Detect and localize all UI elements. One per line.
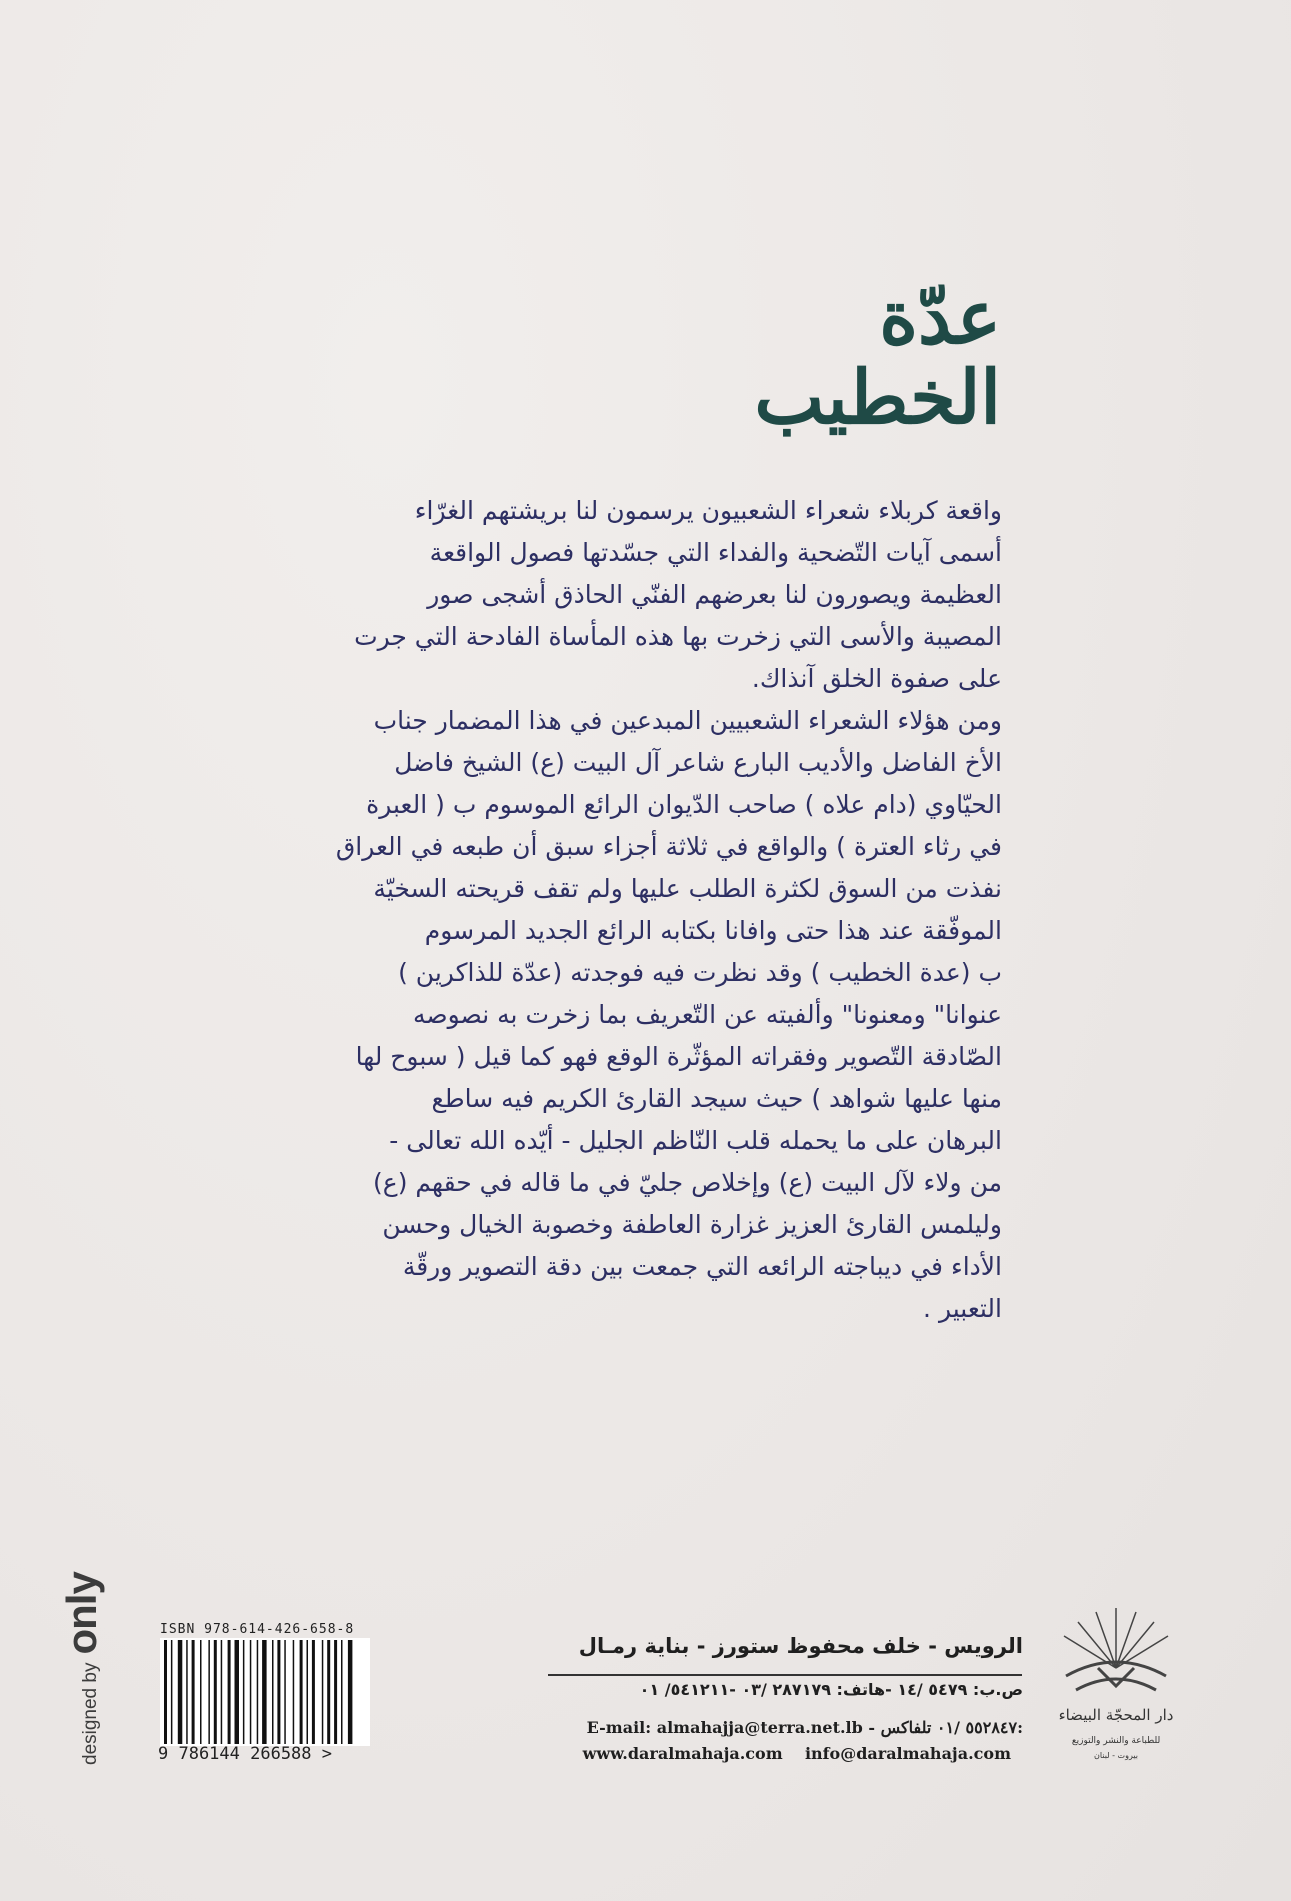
blurb-line: أسمى آيات التّضحية والفداء التي جسّدتها فصول الواقعة bbox=[429, 538, 1002, 567]
blurb-line: نفذت من السوق لكثرة الطلب عليها ولم تقف قريحته السخيّة bbox=[373, 874, 1002, 903]
barcode-bar bbox=[312, 1640, 315, 1744]
barcode-bar bbox=[235, 1640, 240, 1744]
blurb-line: منها عليها شواهد ) حيث سيجد القارئ الكريم فيه ساطع bbox=[431, 1084, 1002, 1113]
email-label: E-mail: bbox=[586, 1718, 652, 1737]
publisher-logo bbox=[1036, 1598, 1196, 1778]
blurb-line: ب (عدة الخطيب ) وقد نظرت فيه فوجدته (عدّة للذاكرين ) bbox=[398, 958, 1002, 987]
blurb-line: المصيبة والأسى التي زخرت بها هذه المأساة الفادحة التي جرت bbox=[354, 622, 1002, 651]
book-title bbox=[701, 270, 1001, 450]
barcode-bar bbox=[327, 1640, 330, 1744]
fax-value: ٥٥٢٨٤٧ /٠١ bbox=[936, 1718, 1018, 1737]
barcode-bar bbox=[284, 1640, 286, 1744]
fax-label: تلفاكس: bbox=[880, 1718, 1023, 1737]
barcode-bar bbox=[178, 1640, 183, 1744]
blurb-line: الحيّاوي (دام علاه ) صاحب الدّيوان الرائع الموسوم ب ( العبرة bbox=[366, 790, 1002, 819]
barcode-image bbox=[160, 1638, 370, 1746]
blurb-line: على صفوة الخلق آنذاك. bbox=[751, 664, 1002, 693]
barcode-bar bbox=[186, 1640, 188, 1744]
barcode-bar bbox=[221, 1640, 223, 1744]
email-value: almahajja@terra.net.lb bbox=[656, 1718, 863, 1737]
barcode-bar bbox=[228, 1640, 231, 1744]
blurb-line: الأداء في ديباجته الرائعه التي جمعت بين دقة التصوير ورقّة bbox=[402, 1252, 1002, 1281]
logo-subtitle: للطباعة والنشر والتوزيع bbox=[1071, 1736, 1161, 1746]
barcode-bar bbox=[293, 1640, 295, 1744]
barcode-bar bbox=[243, 1640, 245, 1744]
info-email-link[interactable]: info@daralmahaja.com bbox=[804, 1744, 1011, 1763]
barcode-bar bbox=[208, 1640, 210, 1744]
barcode-bar bbox=[341, 1640, 343, 1744]
barcode-bar bbox=[300, 1640, 303, 1744]
blurb-line: التعبير . bbox=[923, 1294, 1002, 1323]
barcode-bar bbox=[200, 1640, 202, 1744]
publisher-web bbox=[491, 1744, 1011, 1763]
barcode-bar bbox=[192, 1640, 195, 1744]
blurb-line: البرهان على ما يحمله قلب النّاظم الجليل - أيّده الله تعالى - bbox=[389, 1126, 1002, 1155]
blurb-line: ومن هؤلاء الشعراء الشعبيين المبدعين في هذا المضمار جناب bbox=[373, 706, 1002, 735]
blurb-line: الموفّقة عند هذا حتى وافانا بكتابه الرائع الجديد المرسوم bbox=[424, 916, 1002, 945]
barcode-bar bbox=[348, 1640, 353, 1744]
divider bbox=[548, 1674, 1022, 1676]
barcode-bar bbox=[171, 1640, 173, 1744]
barcode-bar bbox=[272, 1640, 274, 1744]
designer-prefix: designed by bbox=[80, 1662, 101, 1765]
blurb-line: في رثاء العترة ) والواقع في ثلاثة أجزاء سبق أن طبعه في العراق bbox=[335, 832, 1002, 861]
logo-city: بيروت - لبنان bbox=[1094, 1751, 1138, 1760]
barcode-bar bbox=[334, 1640, 337, 1744]
designer-name: only bbox=[58, 1572, 105, 1655]
barcode-bar bbox=[277, 1640, 280, 1744]
barcode-bar bbox=[164, 1640, 167, 1744]
blurb-line: وليلمس القارئ العزيز غزارة العاطفة وخصوبة الخيال وحسن bbox=[382, 1210, 1002, 1239]
publisher-address: الرويس - خلف محفوظ ستورز - بناية رمـال bbox=[578, 1634, 1023, 1658]
blurb-text bbox=[290, 490, 1002, 1323]
barcode-bar bbox=[257, 1640, 259, 1744]
blurb-line: العظيمة ويصورون لنا بعرضهم الفنّي الحاذق أشجى صور bbox=[427, 580, 1002, 609]
barcode-digits: 9 786144 266588 > bbox=[158, 1744, 332, 1764]
designer-credit bbox=[58, 1565, 118, 1765]
publisher-phone: ص.ب: ٥٤٧٩ /١٤ -هاتف: ٢٨٧١٧٩ /٠٣ -٥٤١٢١١/ ٠١ bbox=[639, 1680, 1023, 1699]
blurb-line: الأخ الفاضل والأديب البارع شاعر آل البيت (ع) الشيخ فاضل bbox=[394, 748, 1002, 777]
logo-name: دار المحجّة البيضاء bbox=[1058, 1706, 1174, 1724]
title-line-1: عدّة bbox=[879, 275, 1001, 361]
blurb-line: من ولاء لآل البيت (ع) وإخلاص جليّ في ما قاله في حقهم (ع) bbox=[373, 1168, 1002, 1197]
blurb-line: عنوانا" ومعنونا" وألفيته عن التّعريف بما زخرت به نصوصه bbox=[413, 1000, 1002, 1029]
barcode-bar bbox=[250, 1640, 252, 1744]
barcode-bar bbox=[262, 1640, 267, 1744]
blurb-line: واقعة كربلاء شعراء الشعبيون يرسمون لنا بريشتهم الغرّاء bbox=[414, 496, 1002, 525]
barcode-bar bbox=[322, 1640, 324, 1744]
barcode-bar bbox=[307, 1640, 309, 1744]
blurb-line: الصّادقة التّصوير وفقراته المؤثّرة الوقع فهو كما قيل ( سبوح لها bbox=[355, 1042, 1002, 1071]
title-line-2: الخطيب bbox=[754, 355, 1001, 441]
publisher-contact: E-mail: almahajja@terra.net.lb - ٥٥٢٨٤٧ /٠١ تلفاكس: bbox=[586, 1718, 1023, 1737]
website-link[interactable]: www.daralmahaja.com bbox=[582, 1744, 783, 1763]
isbn-label: ISBN 978-614-426-658-8 bbox=[160, 1622, 355, 1637]
barcode-bar bbox=[214, 1640, 217, 1744]
